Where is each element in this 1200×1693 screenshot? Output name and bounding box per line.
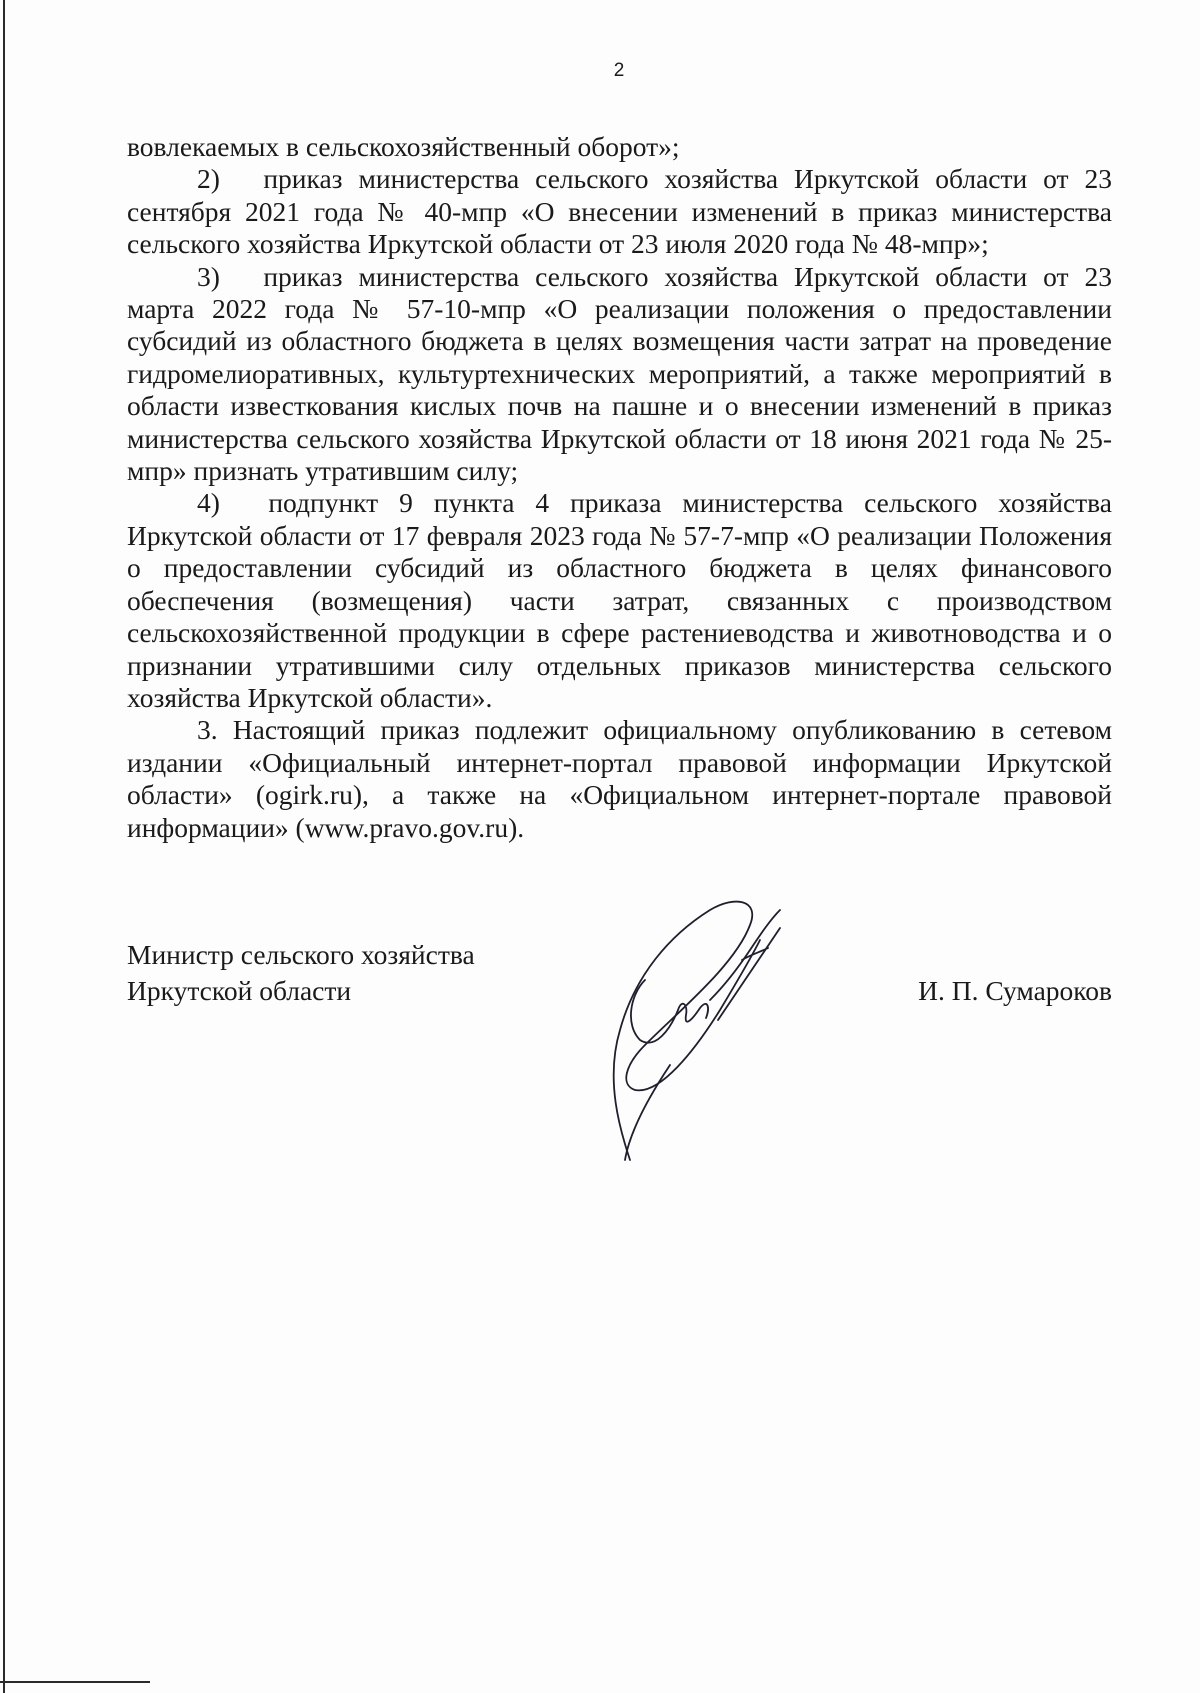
handwritten-signature [600, 880, 820, 1170]
signatory-name: И. П. Сумароков [918, 975, 1112, 1006]
page-number: 2 [613, 60, 625, 81]
scan-bottom-rule [0, 1681, 150, 1683]
paragraph-continued: вовлекаемых в сельскохозяйственный оборот»; [127, 131, 680, 162]
paragraph-item-2: 2) приказ министерства сельского хозяйства Иркутской области от 23 сентября 2021 года № 40-мпр «О внесении изменений в приказ министерства сельского хозяйства Иркутской области от 23 июля 2020 года № 48-мпр»; [127, 163, 1112, 260]
document-body [127, 131, 1112, 844]
scan-left-edge [3, 0, 5, 1693]
paragraph-item-4: 4) подпункт 9 пункта 4 приказа министерства сельского хозяйства Иркутской области от 17 февраля 2023 года № 57-7-мпр «О реализации Положения о предоставлении субсидий из областного бюджета в целях финансового обеспечения (возмещения) части затрат, связанных с производством сельскохозяйственной продукции в сфере растениеводства и животноводства и о признании утратившими силу отдельных приказов министерства сельского хозяйства Иркутской области». [127, 487, 1112, 713]
signatory-title-line1: Министр сельского хозяйства [127, 939, 475, 970]
paragraph-clause-3: 3. Настоящий приказ подлежит официальному опубликованию в сетевом издании «Официальный интернет-портал правовой информации Иркутской области» (ogirk.ru), а также на «Официальном интернет-портале правовой информации» (www.pravo.gov.ru). [127, 714, 1112, 843]
paragraph-item-3: 3) приказ министерства сельского хозяйства Иркутской области от 23 марта 2022 года № 57-10-мпр «О реализации положения о предоставлении субсидий из областного бюджета в целях возмещения части затрат на проведение гидромелиоративных, культуртехнических мероприятий, а также мероприятий в области известкования кислых почв на пашне и о внесении изменений в приказ министерства сельского хозяйства Иркутской области от 18 июня 2021 года № 25-мпр» признать утратившим силу; [127, 260, 1112, 487]
signatory-title-line2: Иркутской области [127, 975, 352, 1006]
